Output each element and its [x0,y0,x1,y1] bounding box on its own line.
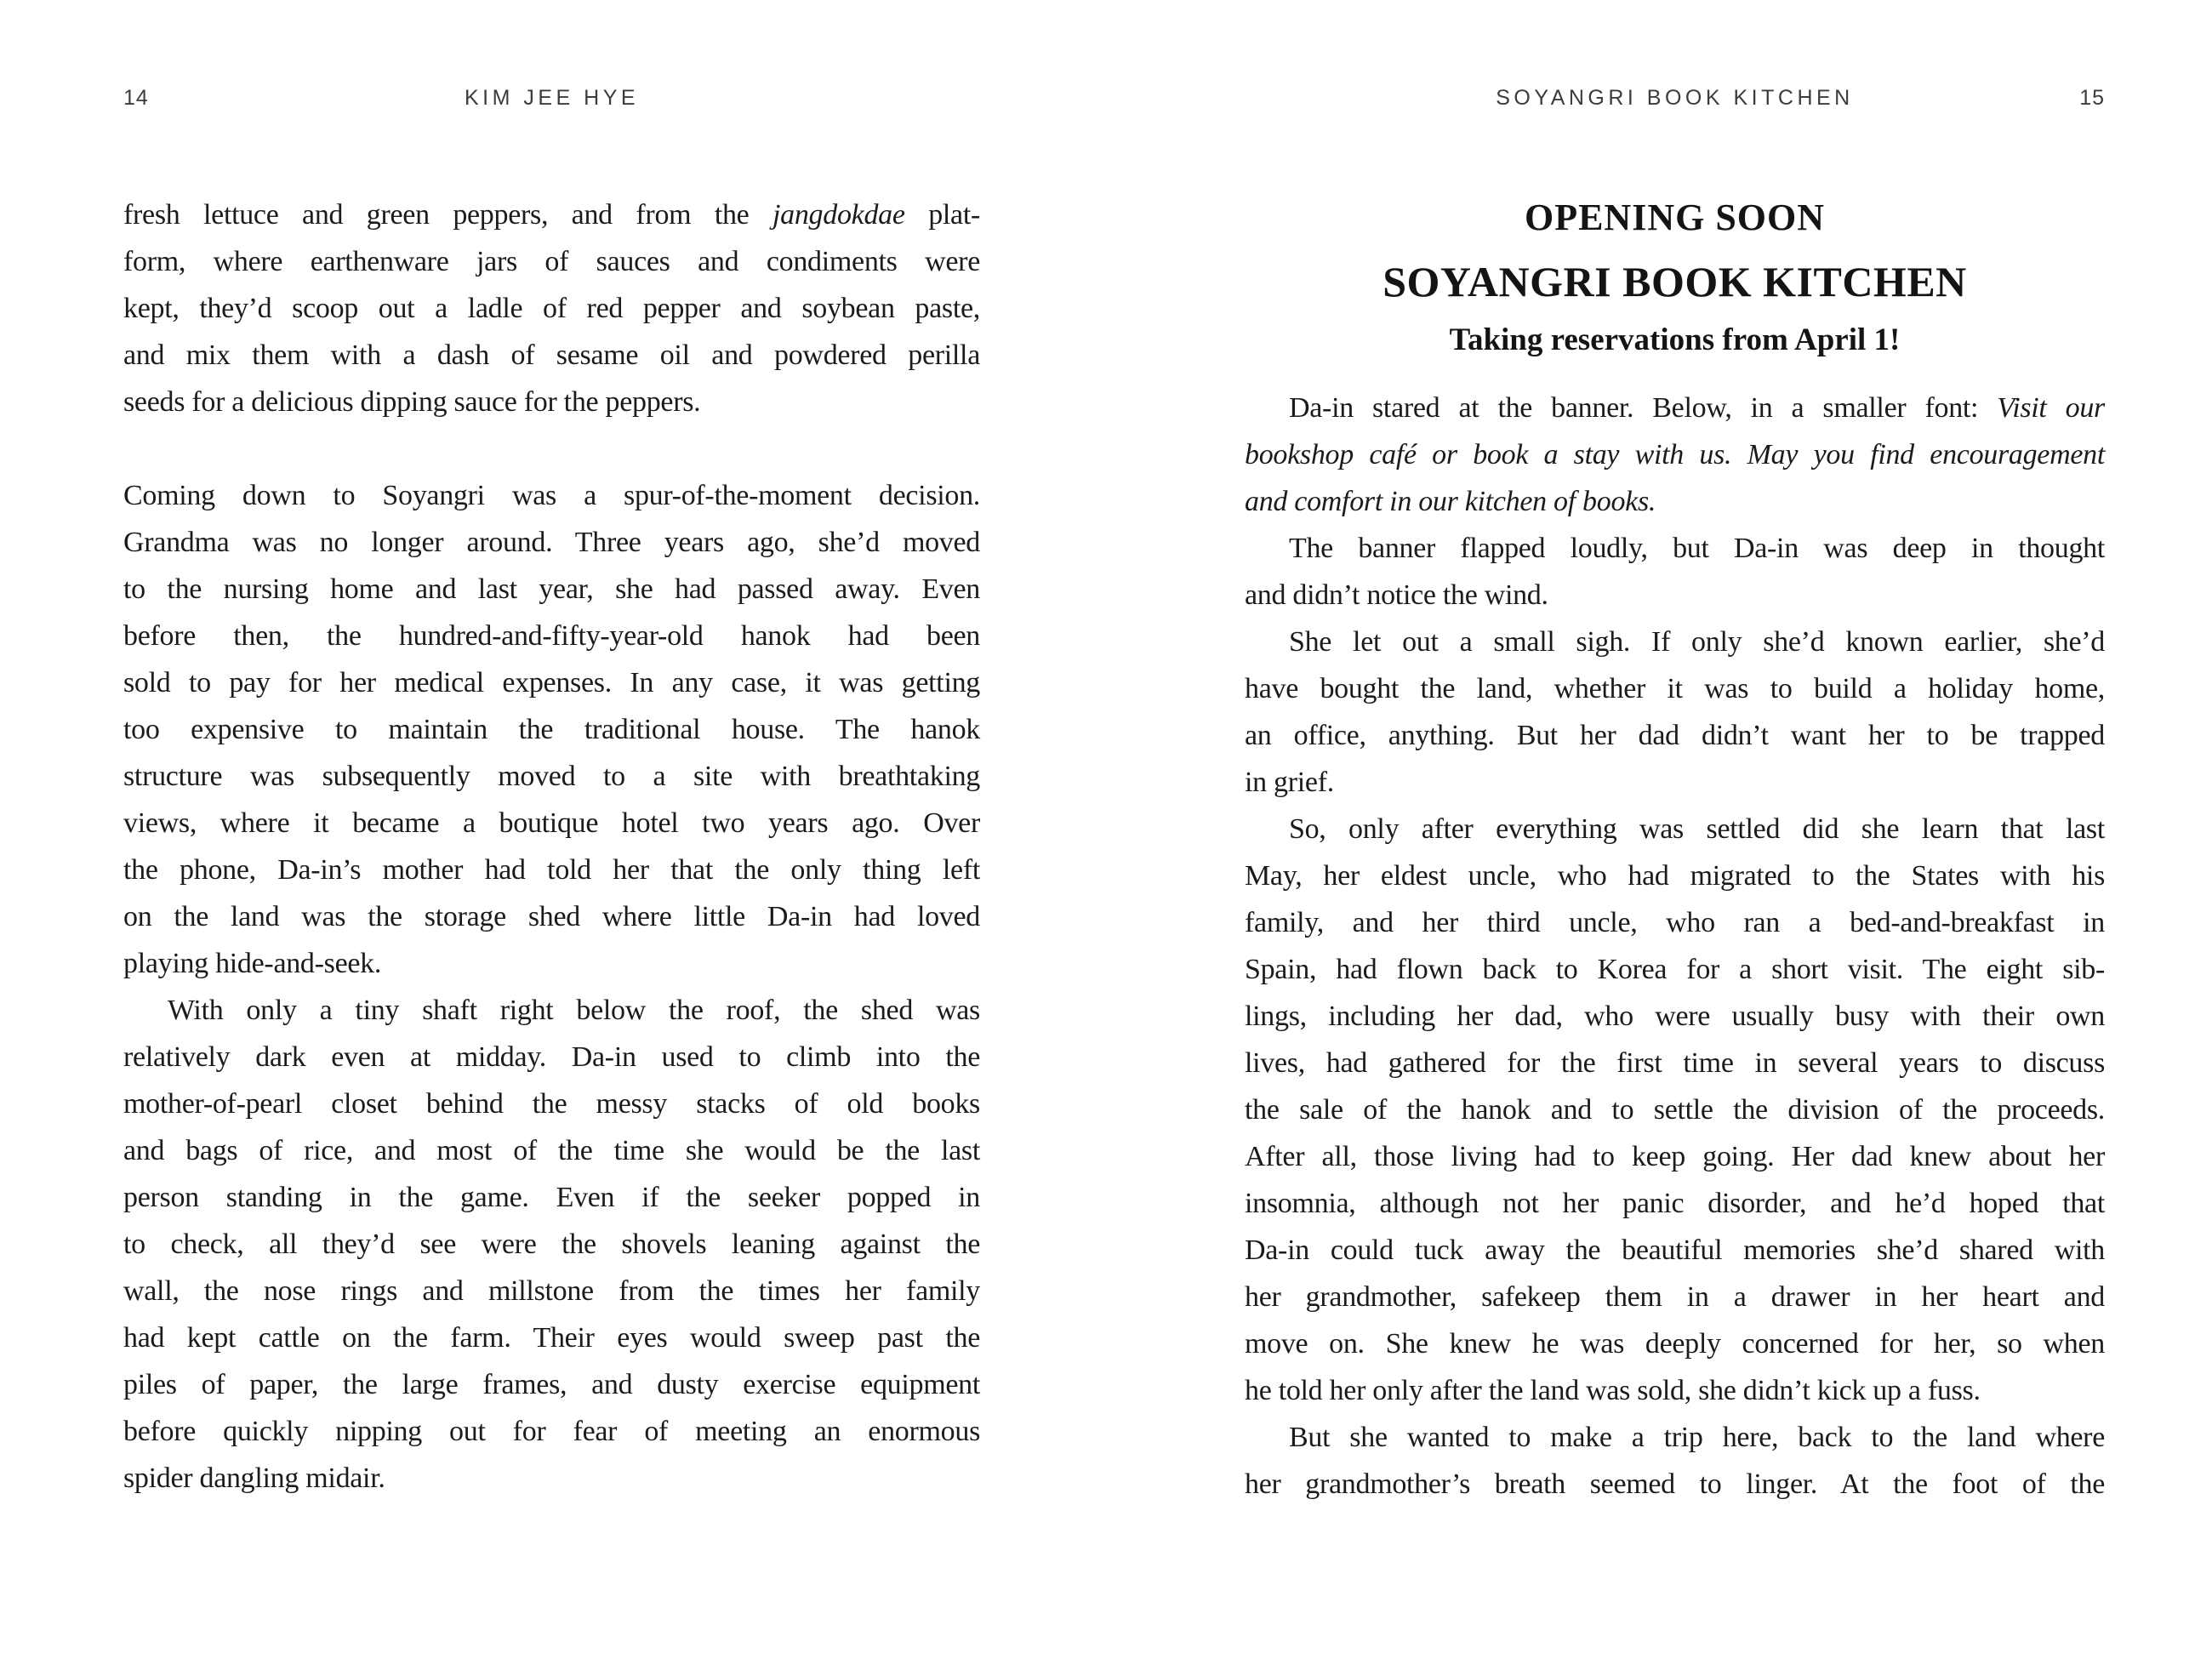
text-run: lives, had gathered for the first time in several years to discuss [1245,1047,2105,1079]
text-line [1245,1414,2105,1461]
text-line [123,1455,980,1502]
text-line [1245,852,2105,899]
text-line [1245,806,2105,852]
text-line [123,238,980,285]
text-run: Da-in stared at the banner. Below, in a smaller font: [1289,392,1998,424]
text-line [123,1221,980,1268]
text-run: her grandmother’s breath seemed to linger. At the foot of the [1245,1468,2105,1500]
banner-line-reservations: Taking reservations from April 1! [1449,322,1901,357]
text-run: insomnia, although not her panic disorder, and he’d hoped that [1245,1188,2105,1219]
text-run: and didn’t notice the wind. [1245,579,1548,611]
text-line [123,893,980,940]
text-line [123,1268,980,1314]
text-line [123,1314,980,1361]
text-line [1245,946,2105,993]
text-run: fresh lettuce and green peppers, and from the [123,199,773,231]
text-line [1245,993,2105,1040]
text-run: her grandmother, safekeep them in a drawer in her heart and [1245,1281,2105,1313]
text-run: wall, the nose rings and millstone from the times her family [123,1275,980,1307]
paragraph [123,472,980,987]
text-run: the sale of the hanok and to settle the division of the proceeds. [1245,1094,2105,1126]
text-run: on the land was the storage shed where little Da-in had loved [123,901,980,932]
italic-text-run: and comfort in our kitchen of books. [1245,486,1656,517]
text-run: too expensive to maintain the traditional house. The hanok [123,714,980,745]
text-line [1245,478,2105,525]
text-run: So, only after everything was settled did she learn that last [1289,813,2105,845]
paragraph [1245,1414,2105,1508]
text-run: views, where it became a boutique hotel two years ago. Over [123,807,980,839]
text-line [1245,431,2105,478]
text-run: structure was subsequently moved to a site with breathtaking [123,761,980,792]
text-line [123,753,980,800]
text-run: May, her eldest uncle, who had migrated to the States with his [1245,860,2105,892]
text-run: form, where earthenware jars of sauces and condiments were [123,246,980,277]
text-line [1245,572,2105,619]
running-header-book-title: SOYANGRI BOOK KITCHEN [1496,86,1854,110]
text-line [123,1080,980,1127]
text-line [123,191,980,238]
text-run: move on. She knew he was deeply concerned for her, so when [1245,1328,2105,1360]
text-line [123,940,980,987]
banner-line-book-kitchen-title: SOYANGRI BOOK KITCHEN [1382,258,1967,305]
text-line [123,1361,980,1408]
text-run: piles of paper, the large frames, and dusty exercise equipment [123,1369,980,1400]
text-line [1245,712,2105,759]
text-line [123,472,980,519]
text-run: to the nursing home and last year, she had passed away. Even [123,573,980,605]
page-15-body [1245,385,2105,1508]
text-run: With only a tiny shaft right below the roof, the shed was [168,995,980,1026]
text-line [1245,1320,2105,1367]
text-line [123,1127,980,1174]
text-line [123,659,980,706]
text-line [1245,619,2105,665]
text-line [1245,385,2105,431]
text-line [123,706,980,753]
text-run: to check, all they’d see were the shovels leaning against the [123,1229,980,1260]
banner-line-opening-soon: OPENING SOON [1524,197,1826,238]
text-run: mother-of-pearl closet behind the messy stacks of old books [123,1088,980,1120]
text-run: Coming down to Soyangri was a spur-of-the-moment decision. [123,480,980,511]
page-number-right: 15 [2079,86,2105,110]
text-run: kept, they’d scoop out a ladle of red pepper and soybean paste, [123,293,980,324]
italic-text-run: bookshop café or book a stay with us. May you find encouragement [1245,439,2105,470]
text-run: After all, those living had to keep going. Her dad knew about her [1245,1141,2105,1172]
text-line [123,847,980,893]
text-run: plat- [904,199,980,231]
text-line [1245,1227,2105,1274]
text-run: an office, anything. But her dad didn’t want her to be trapped [1245,720,2105,751]
text-run: sold to pay for her medical expenses. In any case, it was getting [123,667,980,698]
text-run: family, and her third uncle, who ran a bed-and-breakfast in [1245,907,2105,938]
text-line [123,800,980,847]
paragraph [1245,385,2105,525]
text-line [1245,759,2105,806]
text-run: seeds for a delicious dipping sauce for the peppers. [123,386,701,418]
paragraph [1245,525,2105,619]
text-line [123,566,980,613]
running-head-right [1245,85,2105,111]
text-line [123,285,980,332]
italic-text-run: jangdokdae [772,199,905,231]
text-run: The banner flapped loudly, but Da-in was deep in thought [1289,533,2105,564]
text-run: Da-in could tuck away the beautiful memories she’d shared with [1245,1234,2105,1266]
text-run: and bags of rice, and most of the time she would be the last [123,1135,980,1166]
banner-headings [1245,192,2105,362]
page-15 [1106,0,2212,1659]
text-run: Spain, had flown back to Korea for a short visit. The eight sib- [1245,954,2105,985]
text-line [123,332,980,379]
text-line [1245,1133,2105,1180]
text-line [123,1174,980,1221]
text-line [1245,1180,2105,1227]
paragraph [123,191,980,425]
text-run: he told her only after the land was sold, she didn’t kick up a fuss. [1245,1375,1981,1406]
text-line [1245,1274,2105,1320]
text-line [1245,1086,2105,1133]
text-line [123,613,980,659]
text-line [123,1034,980,1080]
text-line [1245,1461,2105,1508]
text-run: But she wanted to make a trip here, back to the land where [1289,1422,2105,1453]
text-run: before quickly nipping out for fear of meeting an enormous [123,1416,980,1447]
text-run: playing hide-and-seek. [123,948,382,979]
text-run: and mix them with a dash of sesame oil and powdered perilla [123,339,980,371]
page-number-left: 14 [123,86,149,110]
text-line [1245,665,2105,712]
page-14-body [123,191,980,1502]
text-run: had kept cattle on the farm. Their eyes would sweep past the [123,1322,980,1354]
text-run: the phone, Da-in’s mother had told her that the only thing left [123,854,980,886]
text-run: person standing in the game. Even if the seeker popped in [123,1182,980,1213]
running-header-author: KIM JEE HYE [464,86,640,110]
text-run: relatively dark even at midday. Da-in used to climb into the [123,1041,980,1073]
italic-text-run: Visit our [1997,392,2105,424]
text-run: have bought the land, whether it was to build a holiday home, [1245,673,2105,704]
running-head-left [123,85,980,111]
text-line [123,987,980,1034]
text-line [1245,1040,2105,1086]
text-line [123,1408,980,1455]
text-run: lings, including her dad, who were usually busy with their own [1245,1001,2105,1032]
text-run: She let out a small sigh. If only she’d known earlier, she’d [1289,626,2105,658]
text-line [1245,525,2105,572]
text-run: before then, the hundred-and-fifty-year-old hanok had been [123,620,980,652]
text-line [123,379,980,425]
text-run: spider dangling midair. [123,1462,385,1494]
text-line [1245,1367,2105,1414]
paragraph [123,987,980,1502]
text-line [1245,899,2105,946]
text-run: in grief. [1245,767,1334,798]
text-run: Grandma was no longer around. Three years ago, she’d moved [123,527,980,558]
paragraph [1245,619,2105,806]
text-line [123,519,980,566]
paragraph [1245,806,2105,1414]
